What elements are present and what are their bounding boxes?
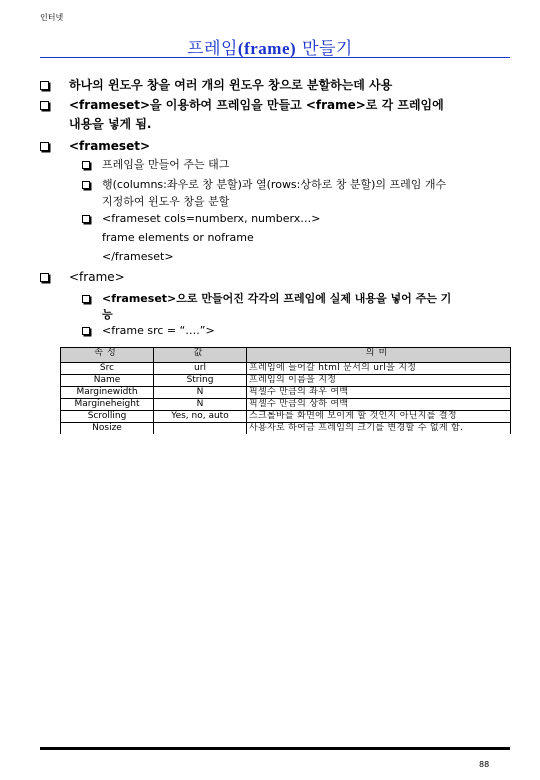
title-suffix: 만들기	[296, 39, 353, 59]
table-cell	[154, 423, 247, 435]
table-cell: N	[154, 399, 247, 411]
page-number: 88	[479, 760, 490, 769]
frame-attributes-table	[60, 347, 511, 434]
footer-rule	[40, 747, 510, 750]
table-row	[61, 363, 511, 375]
table-cell: 프레임의 이름을 지정	[247, 375, 511, 387]
table-header-cell: 속성	[61, 348, 154, 363]
table-row	[61, 387, 511, 399]
square-bullet-icon	[82, 161, 90, 169]
title-paren: (frame)	[237, 39, 297, 58]
table-row	[61, 423, 511, 435]
table-cell: Marginewidth	[61, 387, 154, 399]
bullet-text: <frame>	[69, 270, 125, 284]
table-cell: 픽셀수 만큼의 상하 여백	[247, 399, 511, 411]
sub-bullet-text: <frameset>으로 만들어진 각각의 프레임에 실제 내용을 넣어 주는 기	[102, 292, 452, 305]
square-bullet-icon	[82, 215, 90, 223]
sub-bullet-text: 프레임을 만들어 주는 태그	[102, 158, 230, 171]
table-cell: Margineheight	[61, 399, 154, 411]
bullet-text-cont: 내용을 넣게 됨.	[69, 117, 152, 131]
sub-bullet-text-cont: </frameset>	[102, 250, 174, 263]
square-bullet-icon	[40, 101, 49, 110]
square-bullet-icon	[82, 295, 90, 303]
square-bullet-icon	[40, 142, 49, 151]
sub-bullet-text: 행(columns:좌우로 창 분할)과 열(rows:상하로 창 분할)의 프레임 개수	[102, 178, 447, 191]
table-cell: 스크롤바를 화면에 보이게 할 것인지 아닌지를 결정	[247, 411, 511, 423]
table-row	[61, 411, 511, 423]
table-cell: String	[154, 375, 247, 387]
title-main: 프레임	[187, 39, 238, 59]
sub-bullet-text-cont: 지정하여 윈도우 창을 분할	[102, 195, 230, 208]
table-bottom-fade	[60, 446, 511, 452]
title-underline	[40, 57, 510, 58]
table-cell: url	[154, 363, 247, 375]
table-cell: Yes, no, auto	[154, 411, 247, 423]
table-cell: N	[154, 387, 247, 399]
square-bullet-icon	[82, 181, 90, 189]
table-header-cell: 의미	[247, 348, 511, 363]
table-cell: 픽셀수 만큼의 좌우 여백	[247, 387, 511, 399]
table-header-cell: 값	[154, 348, 247, 363]
sub-bullet-text-cont: 능	[102, 308, 113, 321]
table-cell: 프레임에 들어갈 html 문서의 url을 지정	[247, 363, 511, 375]
table-header-row	[61, 348, 511, 363]
sub-bullet-text: <frameset cols=numberx, numberx…>	[102, 212, 321, 225]
square-bullet-icon	[82, 327, 90, 335]
square-bullet-icon	[40, 81, 49, 90]
table-row	[61, 375, 511, 387]
square-bullet-icon	[40, 273, 49, 282]
bullet-text: 하나의 윈도우 창을 여러 개의 윈도우 창으로 분할하는데 사용	[69, 78, 393, 92]
table-cell: Src	[61, 363, 154, 375]
header-label: 인터넷	[40, 13, 64, 22]
bullet-text: <frameset>	[69, 139, 151, 153]
table-cell: 사용자로 하여금 프레임의 크기를 변경할 수 없게 함.	[247, 423, 511, 435]
bullet-text: <frameset>을 이용하여 프레임을 만들고 <frame>로 각 프레임에	[69, 98, 444, 112]
sub-bullet-text-cont: frame elements or noframe	[102, 231, 254, 244]
table-row	[61, 399, 511, 411]
table-cell: Scrolling	[61, 411, 154, 423]
sub-bullet-text: <frame src = “….”>	[102, 324, 215, 337]
table-cell: Name	[61, 375, 154, 387]
page-title	[0, 34, 540, 59]
table-cell: Nosize	[61, 423, 154, 435]
